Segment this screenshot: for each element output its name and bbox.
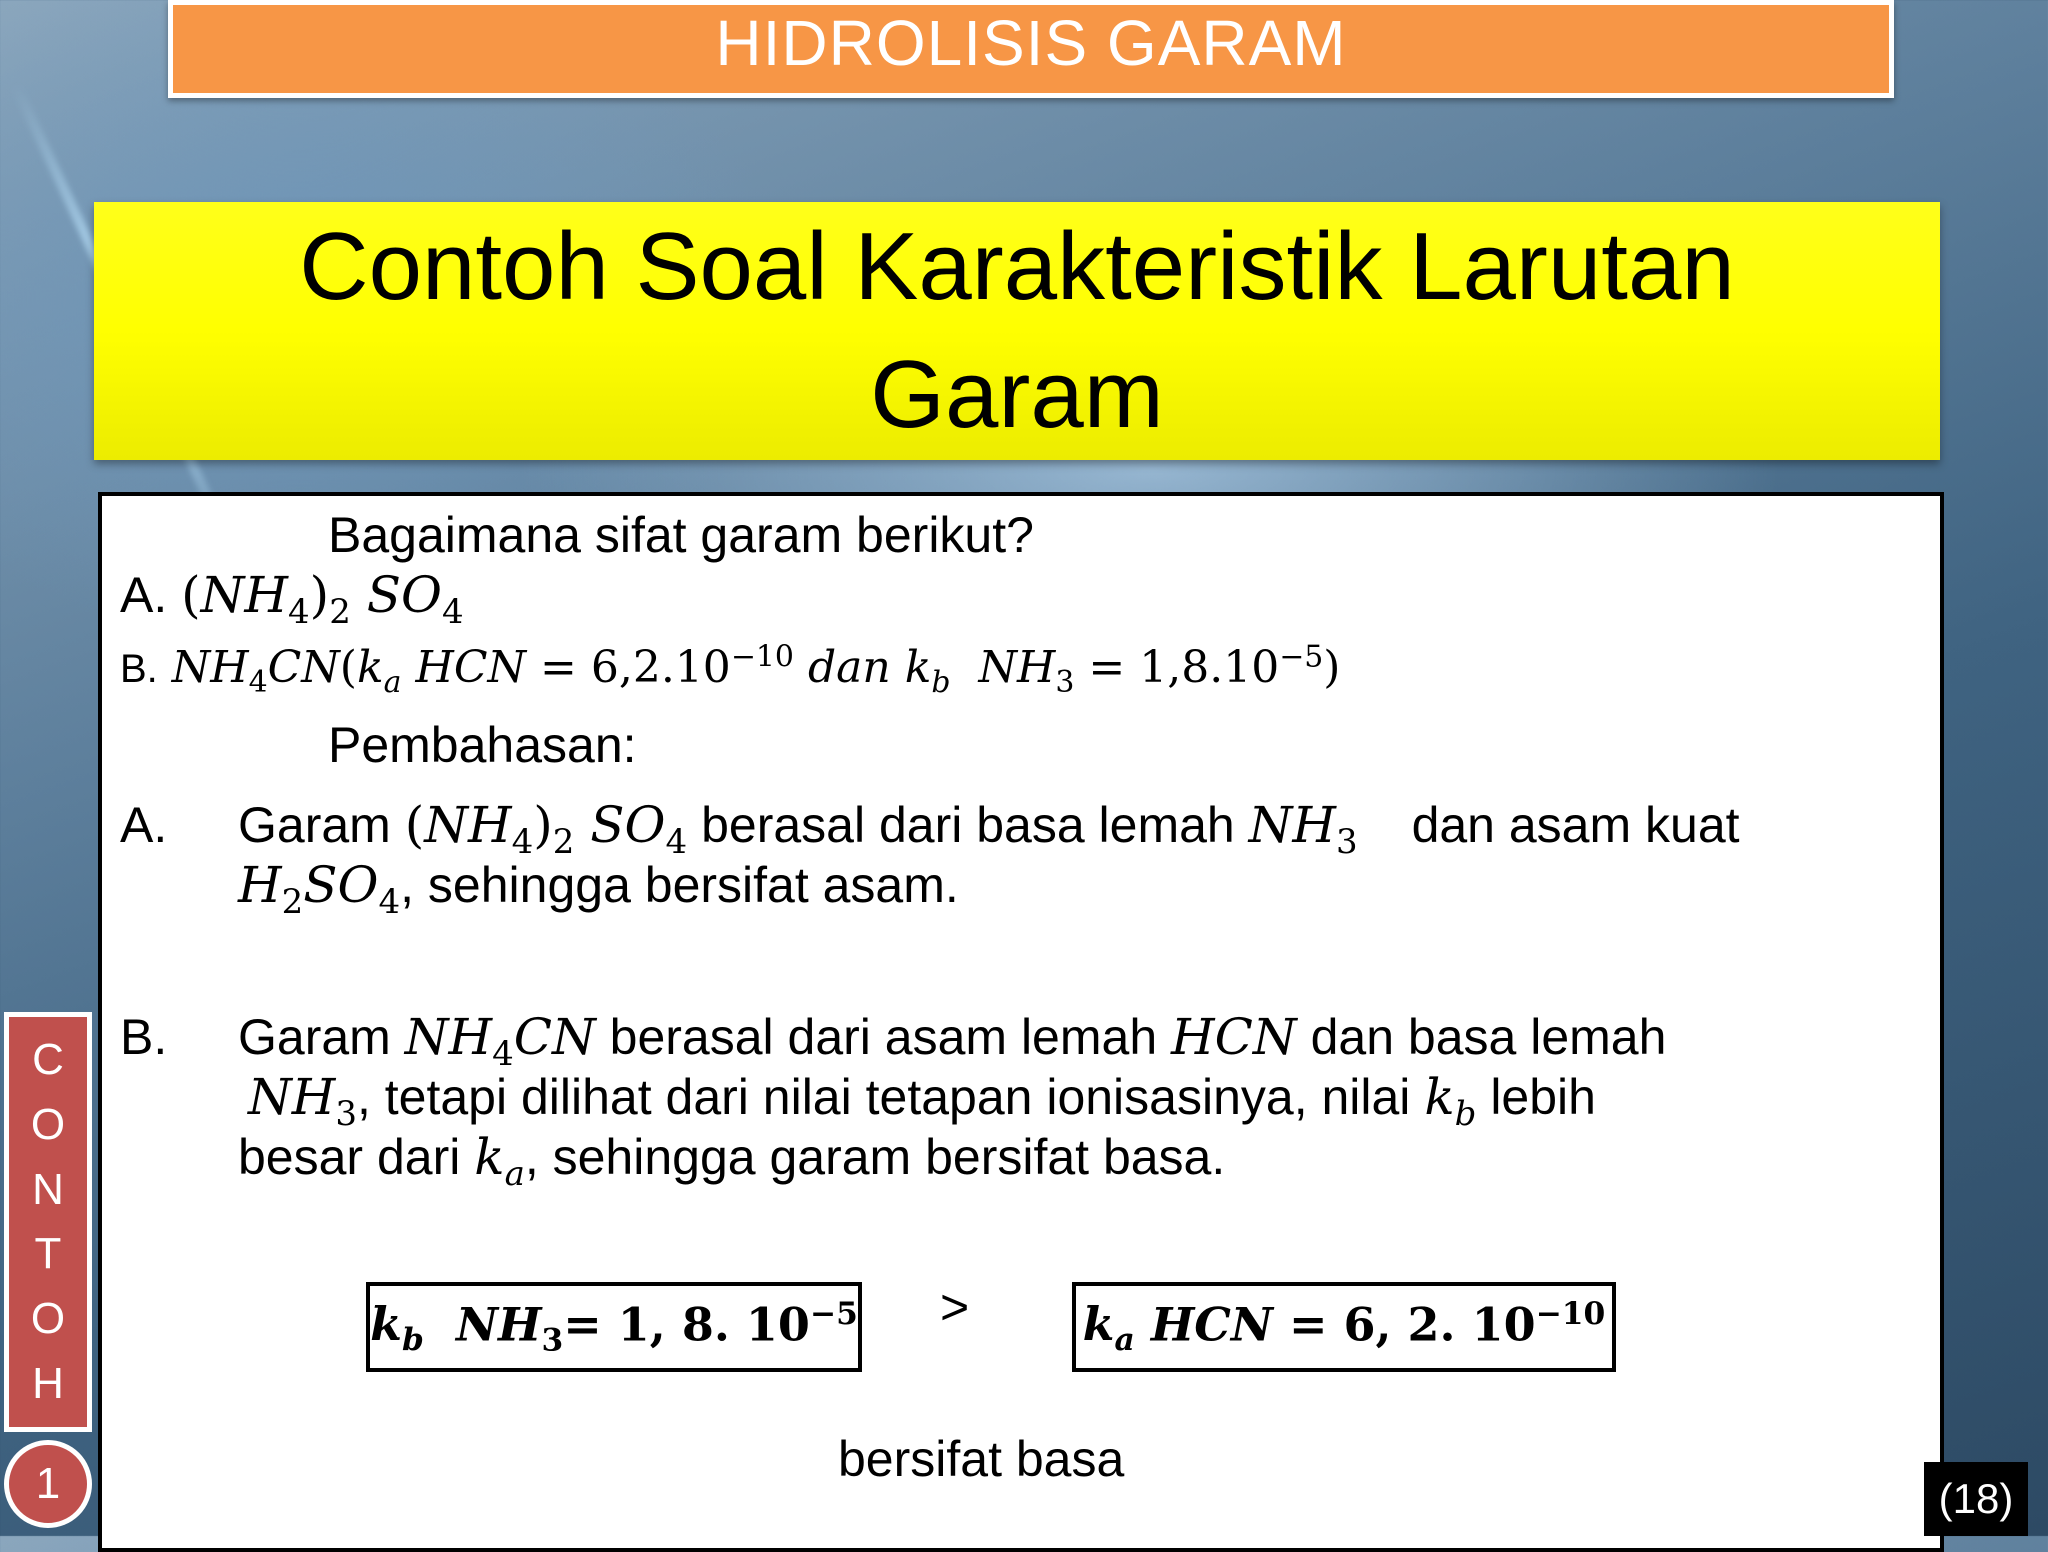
kb-value-formula: $k_b$ $NH_3= 1$, 8. $10^{-5}$ — [370, 1295, 858, 1359]
side-label-letter: H — [32, 1359, 64, 1409]
slide-header-title: HIDROLISIS GARAM — [715, 7, 1347, 79]
side-label-letter: N — [32, 1164, 64, 1214]
slide-header-bar — [168, 0, 1894, 98]
discussion-b-ka-symbol: $k_a$ — [474, 1128, 525, 1194]
ka-value-box — [1072, 1282, 1616, 1372]
discussion-a-base-formula: $NH_3$ — [1248, 796, 1358, 862]
discussion-a-acid-formula: $H_2SO_4$ — [238, 856, 401, 922]
item-b-formula: $NH_4CN(k_a$ HCN = $6,2.10^{-10}$ dan $k_b$ $NH_3 = 1,8.10^{-5}$) — [171, 639, 1341, 700]
page-number: (18) — [1924, 1462, 2028, 1536]
content-box — [98, 492, 1944, 1552]
slide-heading: Contoh Soal Karakteristik Larutan Garam — [299, 213, 1735, 448]
example-number-badge: 1 — [4, 1440, 92, 1528]
discussion-a-mid: berasal dari basa lemah — [701, 797, 1235, 853]
side-label-letter: O — [30, 1294, 66, 1344]
discussion-b-prefix: Garam — [238, 1009, 391, 1065]
discussion-b-line1 — [238, 1008, 1666, 1074]
discussion-a-rest: , sehingga bersifat asam. — [400, 857, 959, 913]
discussion-b-line3-prefix: besar dari — [238, 1129, 461, 1185]
discussion-a-end: dan asam kuat — [1411, 797, 1740, 853]
discussion-b-kb-symbol: $k_b$ — [1424, 1068, 1477, 1134]
discussion-b-mid2: dan basa lemah — [1310, 1009, 1667, 1065]
discussion-b-base-formula: $NH_3$ — [248, 1068, 357, 1134]
comparison-operator: > — [940, 1279, 970, 1335]
slide-heading-box — [94, 202, 1940, 460]
question-prompt: Bagaimana sifat garam berikut? — [328, 507, 1034, 563]
discussion-a-prefix: Garam — [238, 797, 391, 853]
discussion-b-line3-end: , sehingga garam bersifat basa. — [524, 1129, 1226, 1185]
discussion-b-line2-mid: , tetapi dilihat dari nilai tetapan ionisasinya, nilai — [357, 1069, 1411, 1125]
item-b-label: B. — [120, 647, 158, 691]
discussion-a-line1 — [238, 796, 1740, 862]
example-side-label — [4, 1012, 92, 1432]
question-item-b — [120, 636, 1340, 700]
discussion-b-label: B. — [120, 1009, 168, 1065]
ka-value-formula: $k_a$ HCN = 6, 2. $10^{-10}$ — [1082, 1295, 1606, 1359]
conclusion-text: bersifat basa — [838, 1431, 1125, 1487]
discussion-title: Pembahasan: — [328, 717, 637, 773]
discussion-a-salt-formula: $(NH_4)_2$ $SO_4$ — [404, 796, 688, 862]
discussion-a-label: A. — [120, 797, 168, 853]
discussion-b-salt-formula: $NH_4CN$ — [404, 1008, 596, 1074]
side-label-letter: C — [32, 1034, 64, 1084]
kb-value-box — [366, 1282, 862, 1372]
discussion-b-line2 — [248, 1068, 1596, 1134]
item-a-label: A. — [120, 567, 168, 623]
discussion-b-acid-formula: HCN — [1171, 1008, 1297, 1066]
question-item-a — [120, 566, 464, 632]
discussion-b-line2-end: lebih — [1490, 1069, 1596, 1125]
discussion-b-line3 — [238, 1128, 1225, 1194]
discussion-b-mid1: berasal dari asam lemah — [609, 1009, 1158, 1065]
side-label-letter: O — [30, 1099, 66, 1149]
side-label-letter: T — [34, 1229, 62, 1279]
item-a-formula: $(NH_4)_2$ $SO_4$ — [181, 566, 464, 632]
discussion-a-line2 — [238, 856, 959, 922]
